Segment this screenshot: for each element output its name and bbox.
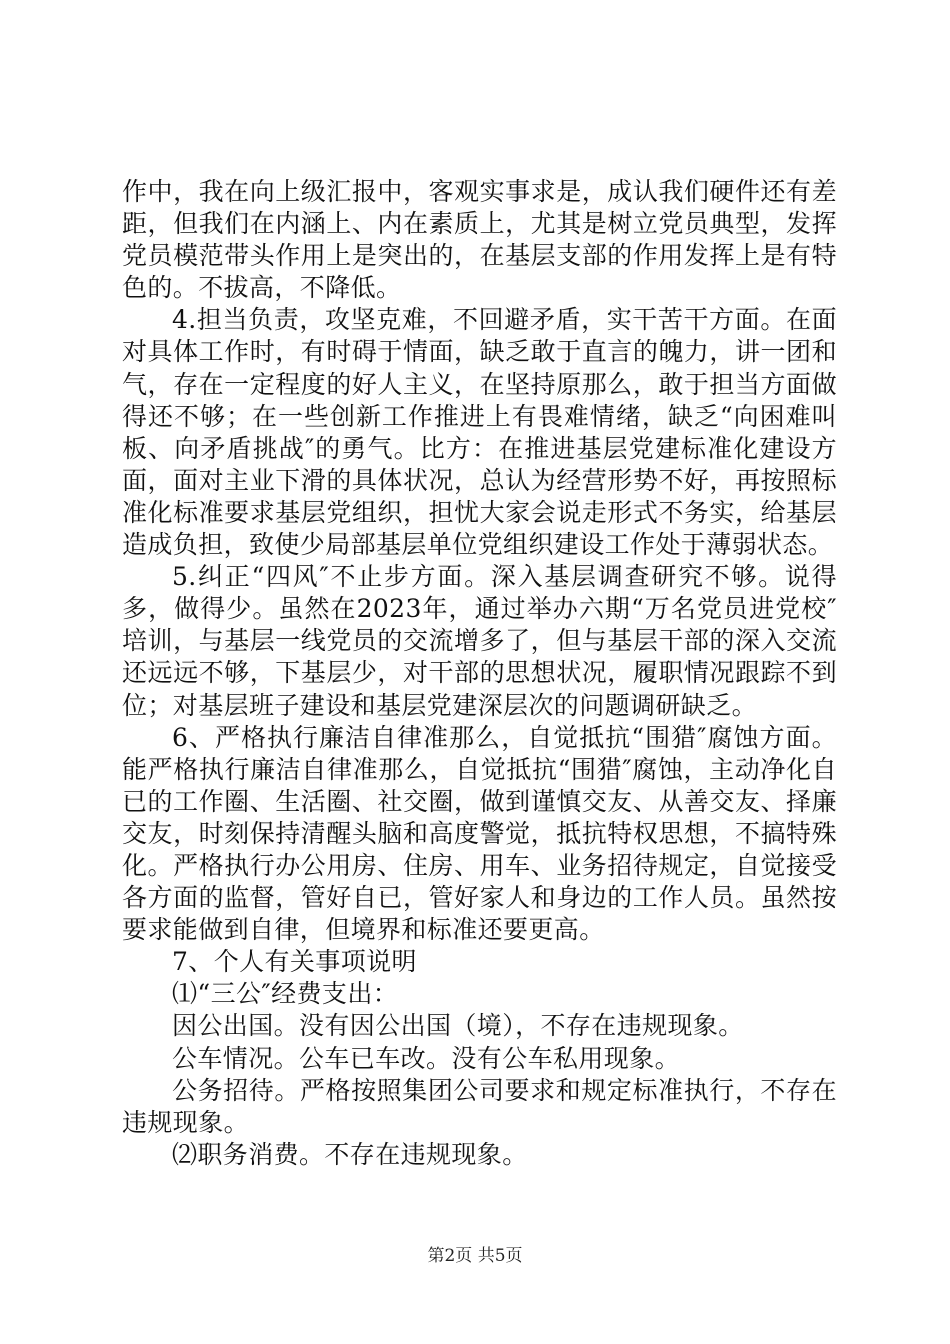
paragraph-travel: 因公出国。没有因公出国（境），不存在违规现象。 (172, 1011, 744, 1041)
paragraph-reception: 公务招待。严格按照集团公司要求和规定标准执行，不存在违规现象。 (122, 1075, 837, 1137)
paragraph-item-5: 5.纠正“四风″不止步方面。深入基层调查研究不够。说得多，做得少。虽然在2023年，通过举办六期“万名党员进党校″培训，与基层一线党员的交流增多了，但与基层干部的深入交流还远远不够，下基层少，对干部的思想状况，履职情况跟踪不到位；对基层班子建设和基层党建深层次的问题调研缺乏。 (122, 562, 837, 720)
paragraph-item-4: 4.担当负责，攻坚克难，不回避矛盾，实干苦干方面。在面对具体工作时，有时碍于情面，缺乏敢于直言的魄力，讲一团和气，存在一定程度的好人主义，在坚持原那么，敢于担当方面做得还不够；在一些创新工作推进上有畏难情绪，缺乏“向困难叫板、向矛盾挑战″的勇气。比方：在推进基层党建标准化建设方面，面对主业下滑的具体状况，总认为经营形势不好，再按照标准化标准要求基层党组织，担忧大家会说走形式不务实，给基层造成负担，致使少局部基层单位党组织建设工作处于薄弱状态。 (122, 305, 837, 560)
paragraph-sub-2: ⑵职务消费。不存在违规现象。 (172, 1139, 528, 1169)
paragraph-continuation: 作中，我在向上级汇报中，客观实事求是，成认我们硬件还有差距，但我们在内涵上、内在素质上，尤其是树立党员典型，发挥党员模范带头作用上是突出的，在基层支部的作用发挥上是有特色的。不拔高，不降低。 (122, 177, 837, 303)
paragraph-item-7-heading: 7、个人有关事项说明 (172, 947, 417, 977)
paragraph-item-6: 6、严格执行廉洁自律准那么，自觉抵抗“围猎″腐蚀方面。能严格执行廉洁自律准那么，自觉抵抗“围猎″腐蚀，主动净化自已的工作圈、生活圈、社交圈，做到谨慎交友、从善交友、择廉交友，时刻保持清醒头脑和高度警觉，抵抗特权思想，不搞特殊化。严格执行办公用房、住房、用车、业务招待规定，自觉接受各方面的监督，管好自已，管好家人和身边的工作人员。虽然按要求能做到自律，但境界和标准还要更高。 (122, 722, 837, 945)
page-footer: 第2页 共5页 (427, 1246, 523, 1266)
paragraph-sub-1: ⑴“三公″经费支出： (172, 979, 399, 1009)
paragraph-vehicle: 公车情况。公车已车改。没有公车私用现象。 (172, 1043, 681, 1073)
document-body (122, 176, 837, 1171)
